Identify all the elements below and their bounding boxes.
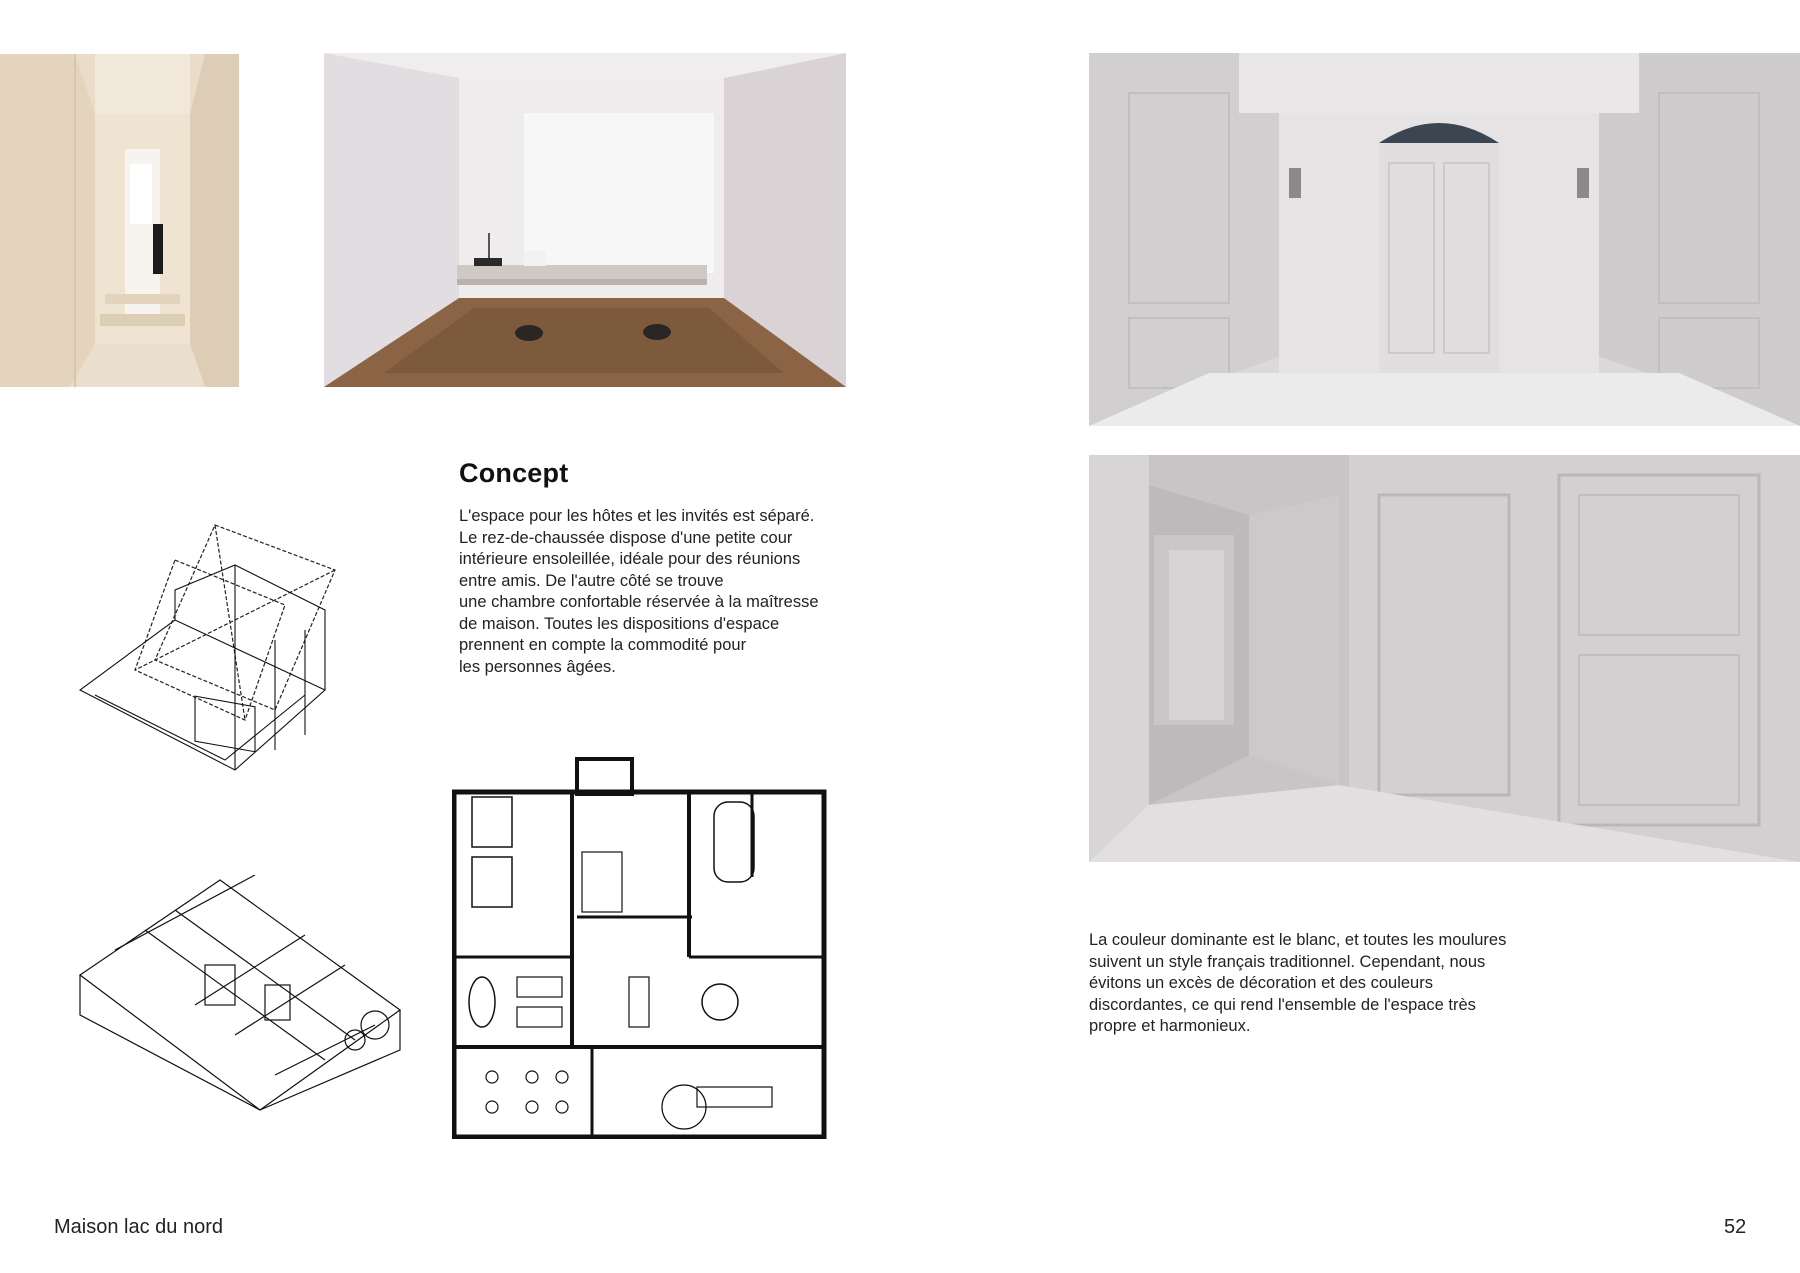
concept-line: une chambre confortable réservée à la maîtresse (459, 593, 819, 611)
description-line: propre et harmonieux. (1089, 1017, 1251, 1035)
concept-paragraph (459, 506, 879, 678)
description-line: La couleur dominante est le blanc, et toutes les moulures (1089, 931, 1507, 949)
white-corridor-render-image (1089, 455, 1800, 862)
meditation-room-render-image (324, 53, 846, 387)
corridor-render-image (0, 54, 239, 387)
white-hall-render-image (1089, 53, 1800, 426)
concept-line: prennent en compte la commodité pour (459, 636, 747, 654)
concept-line: de maison. Toutes les dispositions d'espace (459, 614, 780, 633)
concept-line: entre amis. De l'autre côté se trouve (459, 571, 724, 590)
concept-line: les personnes âgées. (459, 657, 616, 676)
concept-heading: Concept (459, 458, 569, 488)
color-description-paragraph (1089, 930, 1569, 1038)
floor-plan-drawing (452, 757, 827, 1139)
description-line: évitons un excès de décoration et des couleurs (1089, 974, 1433, 992)
concept-line: Le rez-de-chaussée dispose d'une petite cour (459, 528, 793, 547)
description-line: suivent un style français traditionnel. Cependant, nous (1089, 952, 1486, 971)
page-number: 52 (1724, 1216, 1747, 1238)
axonometric-roof-drawing (75, 520, 375, 785)
axonometric-interior-drawing (75, 875, 405, 1115)
footer-project-title: Maison lac du nord (54, 1216, 223, 1238)
description-line: discordantes, ce qui rend l'ensemble de l'espace très (1089, 995, 1476, 1014)
concept-line: L'espace pour les hôtes et les invités est séparé. (459, 507, 815, 525)
concept-line: intérieure ensoleillée, idéale pour des réunions (459, 550, 801, 568)
